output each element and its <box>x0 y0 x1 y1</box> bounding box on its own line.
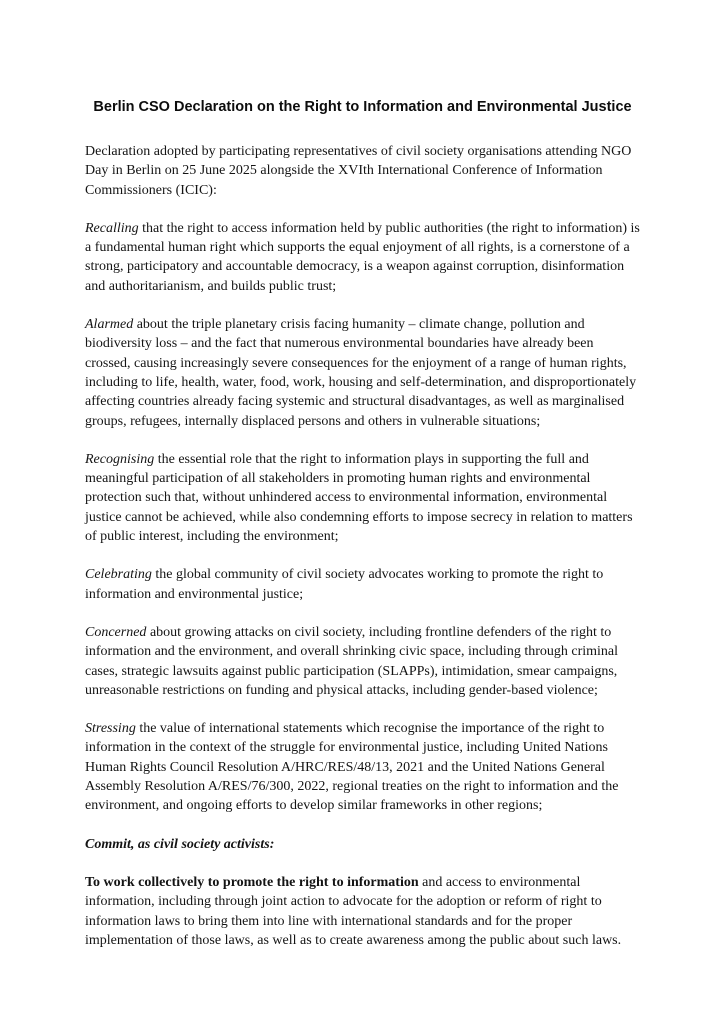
text-segment: Recalling <box>85 220 139 236</box>
text-segment: Concerned <box>85 624 147 640</box>
paragraph <box>85 835 640 854</box>
text-segment: the value of international statements which recognise the importance of the right to information in the context of the struggle for environmental justice, including United Nations Human Rights Council Resolution A/HRC/RES/48/13, 2021 and the United Nations General Assembly Resolution A/RES/76/300, 2022, regional treaties on the right to information and the environment, and ongoing efforts to develop similar frameworks in other regions; <box>85 721 619 814</box>
paragraph <box>85 142 640 200</box>
text-segment: about the triple planetary crisis facing humanity – climate change, pollution and biodiversity loss – and the fact that numerous environmental boundaries have already been crossed, causing increasingly severe consequences for the enjoyment of a range of human rights, including to life, health, water, food, work, housing and self-determination, and disproportionately affecting countries already facing systemic and structural disadvantages, as well as marginalised groups, refugees, internally displaced persons and others in vulnerable situations; <box>85 317 637 429</box>
paragraph <box>85 623 640 700</box>
paragraph <box>85 219 640 296</box>
text-segment: To work collectively to promote the right to information <box>85 874 419 890</box>
text-segment: Recognising <box>85 451 155 467</box>
paragraph <box>85 565 640 604</box>
paragraph <box>85 450 640 546</box>
text-segment: Commit, as civil society activists: <box>85 836 275 852</box>
text-segment: Stressing <box>85 721 136 737</box>
document-title: Berlin CSO Declaration on the Right to Information and Environmental Justice <box>93 99 632 115</box>
text-segment: Declaration adopted by participating representatives of civil society organisations attending NGO Day in Berlin on 25 June 2025 alongside the XVIth International Conference of Information Commissioners (ICIC): <box>85 144 632 198</box>
paragraph <box>85 719 640 815</box>
text-segment: Alarmed <box>85 317 134 333</box>
text-segment: the global community of civil society advocates working to promote the right to information and environmental justice; <box>85 567 604 602</box>
text-segment: and access to environmental information, including through joint action to advocate for the adoption or reform of right to information laws to bring them into line with international standards and for the proper implementation of those laws, as well as to create awareness among the public about such laws. <box>85 874 622 948</box>
paragraph <box>85 315 640 431</box>
text-segment: that the right to access information held by public authorities (the right to information) is a fundamental human right which supports the equal enjoyment of all rights, is a cornerstone of a strong, participatory and accountable democracy, is a weapon against corruption, disinformation and authoritarianism, and builds public trust; <box>85 220 640 294</box>
text-segment: Celebrating <box>85 567 152 583</box>
document-body <box>85 142 640 950</box>
paragraph <box>85 873 640 950</box>
text-segment: about growing attacks on civil society, including frontline defenders of the right to information and the environment, and overall shrinking civic space, including through criminal cases, strategic lawsuits against public participation (SLAPPs), intimidation, smear campaigns, unreasonable restrictions on funding and physical attacks, including gender-based violence; <box>85 624 619 698</box>
text-segment: the essential role that the right to information plays in supporting the full and meaningful participation of all stakeholders in promoting human rights and environmental protection such that, without unhindered access to environmental information, environmental justice cannot be achieved, while also condemning efforts to impose secrecy in relation to matters of public interest, including the environment; <box>85 451 633 545</box>
